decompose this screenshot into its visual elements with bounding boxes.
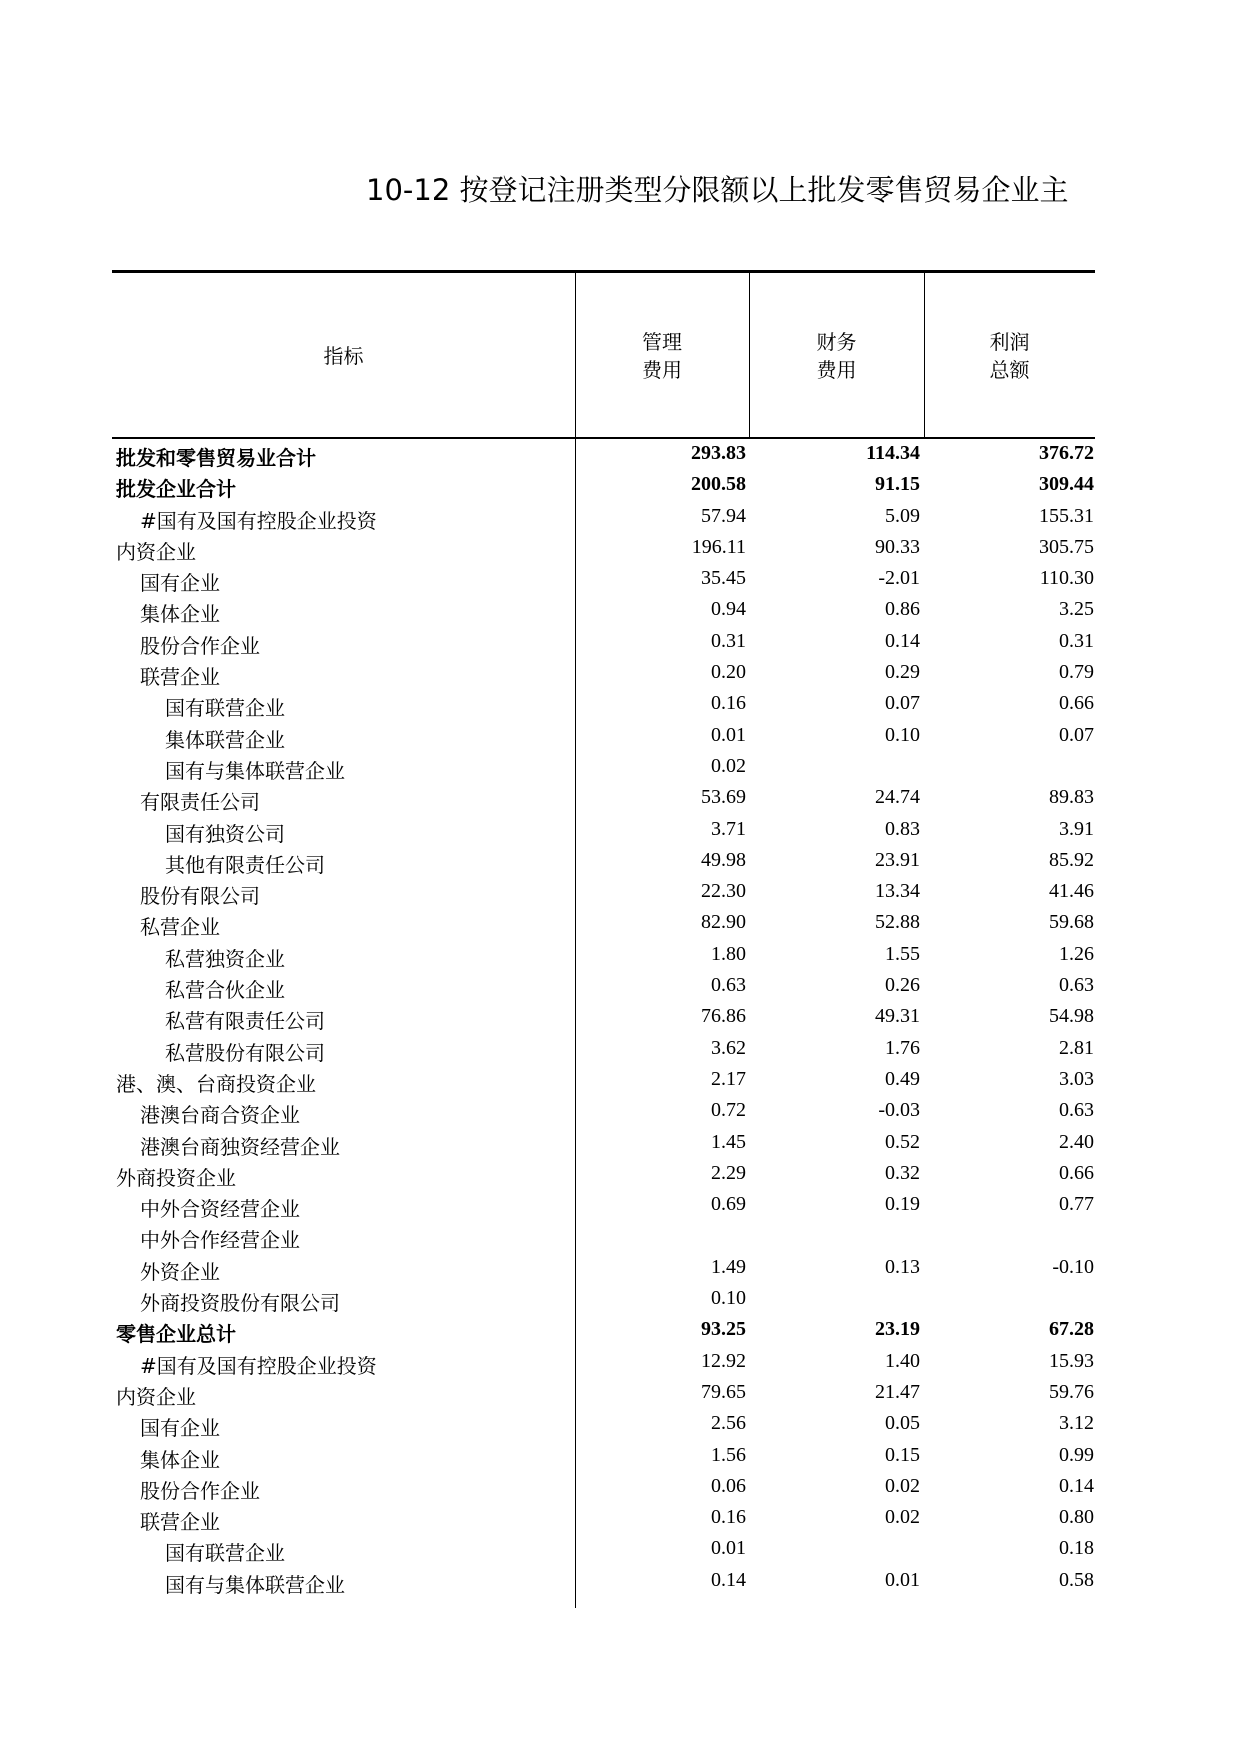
row-label: 联营企业 (140, 1510, 220, 1535)
finance-cost-cell: 24.74 (875, 786, 920, 809)
table-row (112, 1409, 1095, 1440)
total-profit-cell: 0.18 (1059, 1537, 1094, 1560)
finance-cost-cell: 0.14 (885, 629, 920, 652)
finance-cost-cell: 114.34 (866, 442, 920, 464)
header-indicator-label: 指标 (323, 344, 364, 368)
management-cost-cell: 2.56 (711, 1412, 746, 1435)
row-label: 批发和零售贸易业合计 (116, 446, 316, 470)
row-label: 外资企业 (140, 1259, 220, 1284)
finance-cost-cell: 0.86 (885, 598, 920, 621)
total-profit-cell: 67.28 (1049, 1318, 1094, 1341)
table-body (112, 439, 1095, 1597)
management-cost-cell: 12.92 (701, 1349, 746, 1372)
row-label: #国有及国有控股企业投资 (140, 1353, 377, 1378)
table-row (112, 877, 1095, 908)
page-title: 10-12 按登记注册类型分限额以上批发零售贸易企业主 (366, 173, 1069, 207)
management-cost-cell: 0.16 (711, 1506, 746, 1529)
total-profit-cell: 54.98 (1049, 1005, 1094, 1028)
header-line: 管理 (642, 330, 682, 354)
total-profit-cell: 41.46 (1049, 880, 1094, 903)
total-profit-cell: 0.14 (1059, 1474, 1094, 1497)
management-cost-cell: 35.45 (701, 567, 746, 590)
management-cost-cell: 293.83 (691, 442, 746, 464)
row-label: 国有企业 (140, 1416, 220, 1441)
finance-cost-cell: 0.01 (885, 1568, 920, 1591)
table-row (112, 815, 1095, 846)
table-row (112, 658, 1095, 689)
management-cost-cell: 0.20 (711, 661, 746, 684)
management-cost-cell: 0.01 (711, 1537, 746, 1560)
table-row (112, 1534, 1095, 1565)
finance-cost-cell: 21.47 (875, 1380, 920, 1403)
row-label: 中外合作经营企业 (140, 1228, 300, 1253)
table-row (112, 627, 1095, 658)
table-row (112, 908, 1095, 939)
row-label: 有限责任公司 (140, 790, 260, 815)
table-row (112, 1378, 1095, 1409)
finance-cost-cell: 91.15 (875, 473, 920, 496)
total-profit-cell: 0.66 (1059, 1161, 1094, 1184)
finance-cost-cell: 0.07 (885, 692, 920, 715)
table-row (112, 1441, 1095, 1472)
table-row (112, 721, 1095, 752)
total-profit-cell: 110.30 (1039, 567, 1094, 590)
table-row (112, 1253, 1095, 1284)
total-profit-cell: 0.77 (1059, 1193, 1094, 1216)
row-label: 外商投资企业 (116, 1165, 236, 1190)
finance-cost-cell: 0.02 (885, 1474, 920, 1497)
finance-cost-cell: 23.91 (875, 848, 920, 871)
row-label: 批发企业合计 (116, 477, 236, 502)
row-label: 港、澳、台商投资企业 (116, 1071, 316, 1096)
table-row (112, 564, 1095, 595)
row-label: 国有联营企业 (165, 696, 285, 721)
row-label: 私营合伙企业 (165, 978, 285, 1003)
finance-cost-cell: 0.02 (885, 1506, 920, 1529)
total-profit-cell: 376.72 (1039, 442, 1094, 464)
table-row (112, 1096, 1095, 1127)
header-line: 总额 (989, 358, 1030, 382)
row-label: 集体企业 (140, 602, 220, 627)
table-row (112, 439, 1095, 470)
management-cost-cell: 0.94 (711, 598, 746, 621)
finance-cost-cell: -0.03 (878, 1099, 920, 1122)
management-cost-cell: 1.80 (711, 942, 746, 965)
total-profit-cell: 0.07 (1059, 723, 1094, 746)
management-cost-cell: 3.71 (711, 817, 746, 840)
row-label: 私营企业 (140, 915, 220, 940)
management-cost-cell: 0.14 (711, 1568, 746, 1591)
table-row (112, 689, 1095, 720)
total-profit-cell: 0.63 (1059, 974, 1094, 997)
finance-cost-cell: 1.40 (885, 1349, 920, 1372)
header-line: 费用 (642, 358, 682, 382)
finance-cost-cell: 0.15 (885, 1443, 920, 1466)
row-label: 联营企业 (140, 665, 220, 690)
management-cost-cell: 0.69 (711, 1193, 746, 1216)
total-profit-cell: 3.25 (1059, 598, 1094, 621)
finance-cost-cell: 0.10 (885, 723, 920, 746)
management-cost-cell: 0.16 (711, 692, 746, 715)
header-finance-cost (749, 328, 924, 384)
row-label: 集体企业 (140, 1447, 220, 1472)
row-label: 国有与集体联营企业 (165, 1572, 345, 1597)
table-top-rule (112, 270, 1095, 273)
total-profit-cell: 59.68 (1049, 911, 1094, 934)
header-line: 利润 (989, 330, 1030, 354)
management-cost-cell: 1.45 (711, 1130, 746, 1153)
management-cost-cell: 79.65 (701, 1380, 746, 1403)
row-label: 其他有限责任公司 (165, 852, 325, 877)
management-cost-cell: 0.31 (711, 629, 746, 652)
management-cost-cell: 57.94 (701, 504, 746, 527)
management-cost-cell: 0.72 (711, 1099, 746, 1122)
finance-cost-cell: 90.33 (875, 535, 920, 558)
management-cost-cell: 49.98 (701, 848, 746, 871)
row-label: 集体联营企业 (165, 727, 285, 752)
row-label: 中外合资经营企业 (140, 1197, 300, 1222)
total-profit-cell: 0.58 (1059, 1568, 1094, 1591)
management-cost-cell: 22.30 (701, 880, 746, 903)
table-row (112, 1503, 1095, 1534)
table-row (112, 1002, 1095, 1033)
total-profit-cell: 1.26 (1059, 942, 1094, 965)
table-row (112, 1315, 1095, 1346)
total-profit-cell: -0.10 (1052, 1255, 1094, 1278)
header-line: 费用 (816, 358, 857, 382)
total-profit-cell: 0.79 (1059, 661, 1094, 684)
finance-cost-cell: 0.32 (885, 1161, 920, 1184)
total-profit-cell: 0.63 (1059, 1099, 1094, 1122)
row-label: 私营独资企业 (165, 946, 285, 971)
table-row (112, 1034, 1095, 1065)
finance-cost-cell: 0.19 (885, 1193, 920, 1216)
table-row (112, 1065, 1095, 1096)
finance-cost-cell: 0.49 (885, 1067, 920, 1090)
finance-cost-cell: 0.26 (885, 974, 920, 997)
header-management-cost (575, 328, 749, 384)
row-label: 股份有限公司 (140, 884, 260, 909)
total-profit-cell: 3.03 (1059, 1067, 1094, 1090)
total-profit-cell: 15.93 (1049, 1349, 1094, 1372)
management-cost-cell: 93.25 (701, 1318, 746, 1341)
finance-cost-cell: 0.05 (885, 1412, 920, 1435)
row-label: 股份合作企业 (140, 1478, 260, 1503)
total-profit-cell: 3.12 (1059, 1412, 1094, 1435)
table-row (112, 470, 1095, 501)
total-profit-cell: 89.83 (1049, 786, 1094, 809)
row-label: 外商投资股份有限公司 (140, 1291, 340, 1316)
table-row (112, 1284, 1095, 1315)
row-label: 国有与集体联营企业 (165, 758, 345, 783)
row-label: 私营有限责任公司 (165, 1009, 325, 1034)
row-label: 国有联营企业 (165, 1541, 285, 1566)
table-row (112, 502, 1095, 533)
table-row (112, 1566, 1095, 1597)
management-cost-cell: 53.69 (701, 786, 746, 809)
table-row (112, 1472, 1095, 1503)
management-cost-cell: 76.86 (701, 1005, 746, 1028)
row-label: 国有独资公司 (165, 821, 285, 846)
table-row (112, 783, 1095, 814)
management-cost-cell: 0.01 (711, 723, 746, 746)
finance-cost-cell: 5.09 (885, 504, 920, 527)
finance-cost-cell: 1.55 (885, 942, 920, 965)
total-profit-cell: 0.66 (1059, 692, 1094, 715)
total-profit-cell: 0.31 (1059, 629, 1094, 652)
table-row (112, 940, 1095, 971)
row-label: #国有及国有控股企业投资 (140, 508, 377, 533)
total-profit-cell: 309.44 (1039, 473, 1094, 496)
row-label: 股份合作企业 (140, 633, 260, 658)
finance-cost-cell: 0.52 (885, 1130, 920, 1153)
row-label: 零售企业总计 (116, 1322, 236, 1347)
table-row (112, 1128, 1095, 1159)
row-label: 私营股份有限公司 (165, 1040, 325, 1065)
total-profit-cell: 85.92 (1049, 848, 1094, 871)
table-row (112, 1190, 1095, 1221)
total-profit-cell: 155.31 (1039, 504, 1094, 527)
management-cost-cell: 2.29 (711, 1161, 746, 1184)
management-cost-cell: 1.56 (711, 1443, 746, 1466)
table-row (112, 1221, 1095, 1252)
finance-cost-cell: 23.19 (875, 1318, 920, 1341)
finance-cost-cell: 0.29 (885, 661, 920, 684)
header-line: 财务 (816, 330, 857, 354)
management-cost-cell: 0.10 (711, 1287, 746, 1310)
management-cost-cell: 196.11 (691, 535, 746, 558)
management-cost-cell: 3.62 (711, 1036, 746, 1059)
row-label: 内资企业 (116, 1384, 196, 1409)
finance-cost-cell: 49.31 (875, 1005, 920, 1028)
table-row (112, 752, 1095, 783)
table-row (112, 595, 1095, 626)
management-cost-cell: 0.06 (711, 1474, 746, 1497)
total-profit-cell: 2.40 (1059, 1130, 1094, 1153)
row-label: 港澳台商合资企业 (140, 1103, 300, 1128)
row-label: 国有企业 (140, 571, 220, 596)
management-cost-cell: 82.90 (701, 911, 746, 934)
finance-cost-cell: 1.76 (885, 1036, 920, 1059)
management-cost-cell: 200.58 (691, 473, 746, 496)
row-label: 内资企业 (116, 539, 196, 564)
table-row (112, 846, 1095, 877)
finance-cost-cell: 0.13 (885, 1255, 920, 1278)
total-profit-cell: 59.76 (1049, 1380, 1094, 1403)
table-row (112, 533, 1095, 564)
finance-cost-cell: 0.83 (885, 817, 920, 840)
total-profit-cell: 3.91 (1059, 817, 1094, 840)
header-indicator (112, 342, 575, 370)
total-profit-cell: 2.81 (1059, 1036, 1094, 1059)
management-cost-cell: 1.49 (711, 1255, 746, 1278)
table-row (112, 1347, 1095, 1378)
finance-cost-cell: -2.01 (878, 567, 920, 590)
management-cost-cell: 0.63 (711, 974, 746, 997)
table-row (112, 971, 1095, 1002)
finance-cost-cell: 13.34 (875, 880, 920, 903)
finance-cost-cell: 52.88 (875, 911, 920, 934)
total-profit-cell: 0.80 (1059, 1506, 1094, 1529)
management-cost-cell: 2.17 (711, 1067, 746, 1090)
management-cost-cell: 0.02 (711, 754, 746, 777)
row-label: 港澳台商独资经营企业 (140, 1134, 340, 1159)
header-total-profit (924, 328, 1095, 384)
total-profit-cell: 305.75 (1039, 535, 1094, 558)
table-row (112, 1159, 1095, 1190)
total-profit-cell: 0.99 (1059, 1443, 1094, 1466)
